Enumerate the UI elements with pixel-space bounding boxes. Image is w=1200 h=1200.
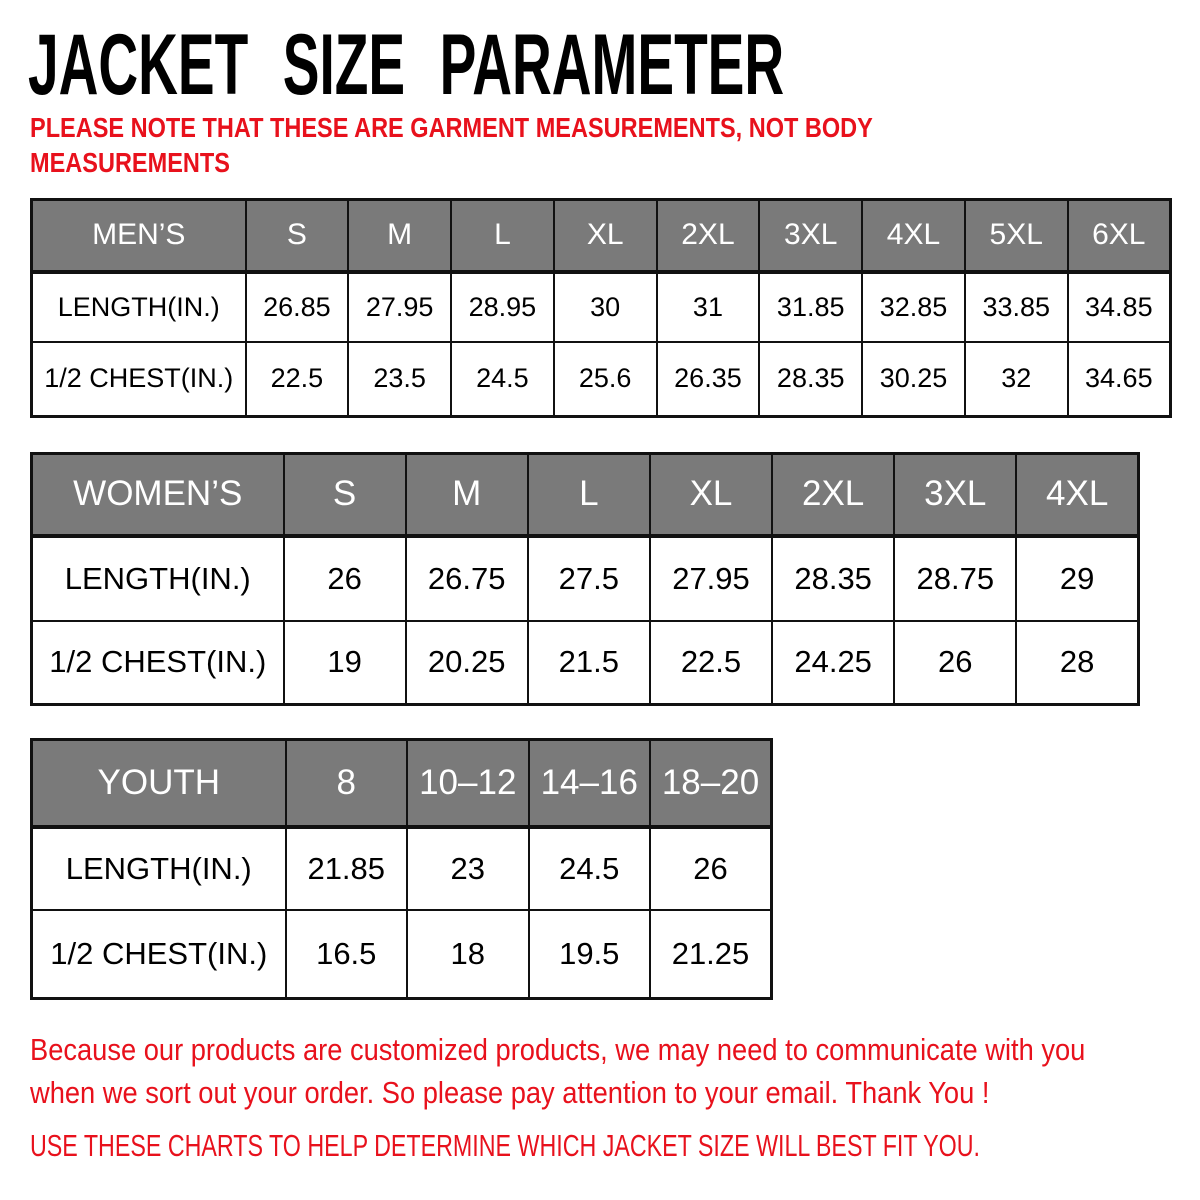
womens-row-label: 1/2 CHEST(IN.) xyxy=(32,621,284,705)
womens-measurement-value: 19 xyxy=(284,621,406,705)
womens-measurement-value: 20.25 xyxy=(406,621,528,705)
customization-notice xyxy=(30,1028,1200,1114)
youth-measurement-value: 16.5 xyxy=(286,910,408,999)
youth-size-header: 18–20 xyxy=(650,740,772,827)
mens-row-label: LENGTH(IN.) xyxy=(32,272,246,342)
mens-measurement-row xyxy=(32,272,1171,342)
mens-size-header: XL xyxy=(554,200,657,272)
mens-size-header: 3XL xyxy=(759,200,862,272)
youth-measurement-value: 24.5 xyxy=(529,827,651,910)
mens-measurement-value: 34.85 xyxy=(1068,272,1171,342)
mens-size-header: 5XL xyxy=(965,200,1068,272)
mens-measurement-value: 30 xyxy=(554,272,657,342)
womens-size-header: 3XL xyxy=(894,454,1016,536)
youth-measurement-value: 23 xyxy=(407,827,529,910)
womens-measurement-value: 27.95 xyxy=(650,536,772,621)
youth-row-label: 1/2 CHEST(IN.) xyxy=(32,910,286,999)
garment-measurement-note xyxy=(30,110,1033,180)
mens-measurement-value: 23.5 xyxy=(348,342,451,417)
youth-row-label: LENGTH(IN.) xyxy=(32,827,286,910)
womens-measurement-value: 28.75 xyxy=(894,536,1016,621)
youth-measurement-value: 26 xyxy=(650,827,772,910)
mens-measurement-value: 24.5 xyxy=(451,342,554,417)
womens-measurement-value: 29 xyxy=(1016,536,1138,621)
mens-size-header: L xyxy=(451,200,554,272)
youth-measurement-value: 21.85 xyxy=(286,827,408,910)
note-line-1: PLEASE NOTE THAT THESE ARE GARMENT MEASUREMENTS, NOT BODY xyxy=(30,112,873,143)
youth-measurement-value: 19.5 xyxy=(529,910,651,999)
womens-size-header: 4XL xyxy=(1016,454,1138,536)
womens-row-label: LENGTH(IN.) xyxy=(32,536,284,621)
youth-size-header: 14–16 xyxy=(529,740,651,827)
youth-size-header: 10–12 xyxy=(407,740,529,827)
mens-measurement-value: 26.35 xyxy=(657,342,760,417)
mens-measurement-value: 25.6 xyxy=(554,342,657,417)
mens-measurement-value: 31.85 xyxy=(759,272,862,342)
mens-size-header: 2XL xyxy=(657,200,760,272)
mens-size-header: M xyxy=(348,200,451,272)
womens-size-table xyxy=(30,452,1140,706)
youth-table-title: YOUTH xyxy=(32,740,286,827)
womens-measurement-row xyxy=(32,536,1139,621)
womens-size-header: 2XL xyxy=(772,454,894,536)
mens-measurement-row xyxy=(32,342,1171,417)
mens-measurement-value: 26.85 xyxy=(246,272,349,342)
youth-measurement-value: 18 xyxy=(407,910,529,999)
mens-measurement-value: 31 xyxy=(657,272,760,342)
mens-measurement-value: 28.35 xyxy=(759,342,862,417)
womens-measurement-value: 28.35 xyxy=(772,536,894,621)
youth-measurement-value: 21.25 xyxy=(650,910,772,999)
womens-measurement-value: 22.5 xyxy=(650,621,772,705)
womens-measurement-row xyxy=(32,621,1139,705)
womens-size-header: M xyxy=(406,454,528,536)
mens-size-header: S xyxy=(246,200,349,272)
womens-measurement-value: 26 xyxy=(284,536,406,621)
mens-measurement-value: 34.65 xyxy=(1068,342,1171,417)
mens-measurement-value: 30.25 xyxy=(862,342,965,417)
note-line-2: MEASUREMENTS xyxy=(30,147,230,178)
mens-measurement-value: 22.5 xyxy=(246,342,349,417)
mens-measurement-value: 28.95 xyxy=(451,272,554,342)
mens-row-label: 1/2 CHEST(IN.) xyxy=(32,342,246,417)
womens-measurement-value: 26 xyxy=(894,621,1016,705)
youth-measurement-row xyxy=(32,827,772,910)
womens-measurement-value: 28 xyxy=(1016,621,1138,705)
mens-measurement-value: 33.85 xyxy=(965,272,1068,342)
womens-measurement-value: 27.5 xyxy=(528,536,650,621)
mens-size-table xyxy=(30,198,1172,418)
fit-advice-tagline: USE THESE CHARTS TO HELP DETERMINE WHICH JACKET SIZE WILL BEST FIT YOU. xyxy=(30,1128,981,1163)
youth-size-table xyxy=(30,738,773,1000)
mens-measurement-value: 27.95 xyxy=(348,272,451,342)
womens-measurement-value: 24.25 xyxy=(772,621,894,705)
womens-size-header: S xyxy=(284,454,406,536)
mens-size-header: 6XL xyxy=(1068,200,1171,272)
customization-notice-line-2: when we sort out your order. So please pay attention to your email. Thank You ! xyxy=(30,1075,990,1110)
page-title: JACKET SIZE PARAMETER xyxy=(28,17,785,113)
womens-size-header: L xyxy=(528,454,650,536)
womens-measurement-value: 26.75 xyxy=(406,536,528,621)
mens-measurement-value: 32 xyxy=(965,342,1068,417)
youth-size-header: 8 xyxy=(286,740,408,827)
mens-table-title: MEN’S xyxy=(32,200,246,272)
customization-notice-line-1: Because our products are customized products, we may need to communicate with you xyxy=(30,1032,1086,1067)
youth-measurement-row xyxy=(32,910,772,999)
mens-size-header: 4XL xyxy=(862,200,965,272)
mens-measurement-value: 32.85 xyxy=(862,272,965,342)
womens-measurement-value: 21.5 xyxy=(528,621,650,705)
womens-size-header: XL xyxy=(650,454,772,536)
womens-table-title: WOMEN’S xyxy=(32,454,284,536)
